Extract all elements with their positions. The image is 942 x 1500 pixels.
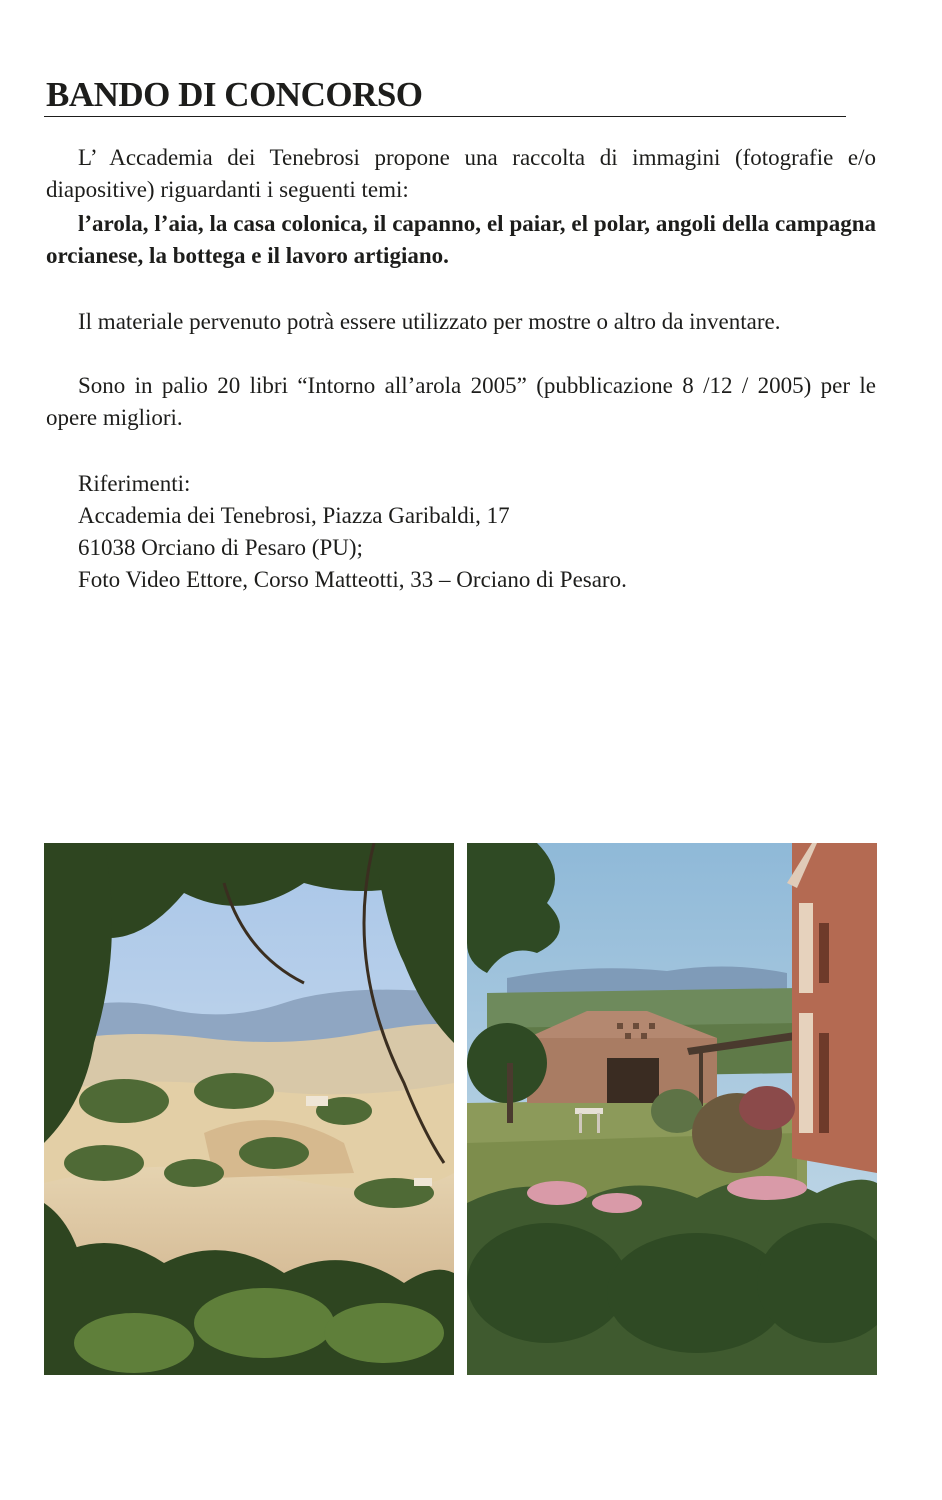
prize-paragraph: Sono in palio 20 libri “Intorno all’arola 2005” (pubblicazione 8 /12 / 2005) per le opere migliori. [46,373,876,430]
reference-address-2: 61038 Orciano di Pesaro (PU); [78,535,363,560]
page-title: BANDO DI CONCORSO [46,75,423,114]
references-label: Riferimenti: [78,471,191,496]
intro-paragraph: L’ Accademia dei Tenebrosi propone una raccolta di immagini (fotografie e/o diapositive) riguardanti i seguenti temi: [46,145,876,202]
farmhouse-photo [467,843,877,1375]
title-rule [44,72,846,117]
countryside-photo [44,843,454,1375]
reference-address-1: Accademia dei Tenebrosi, Piazza Garibaldi, 17 [78,503,510,528]
themes-paragraph: l’arola, l’aia, la casa colonica, il capanno, el paiar, el polar, angoli della campagna orcianese, la bottega e il lavoro artigiano. [46,211,876,268]
reference-address-3: Foto Video Ettore, Corso Matteotti, 33 – Orciano di Pesaro. [78,567,627,592]
material-paragraph: Il materiale pervenuto potrà essere utilizzato per mostre o altro da inventare. [78,309,781,334]
